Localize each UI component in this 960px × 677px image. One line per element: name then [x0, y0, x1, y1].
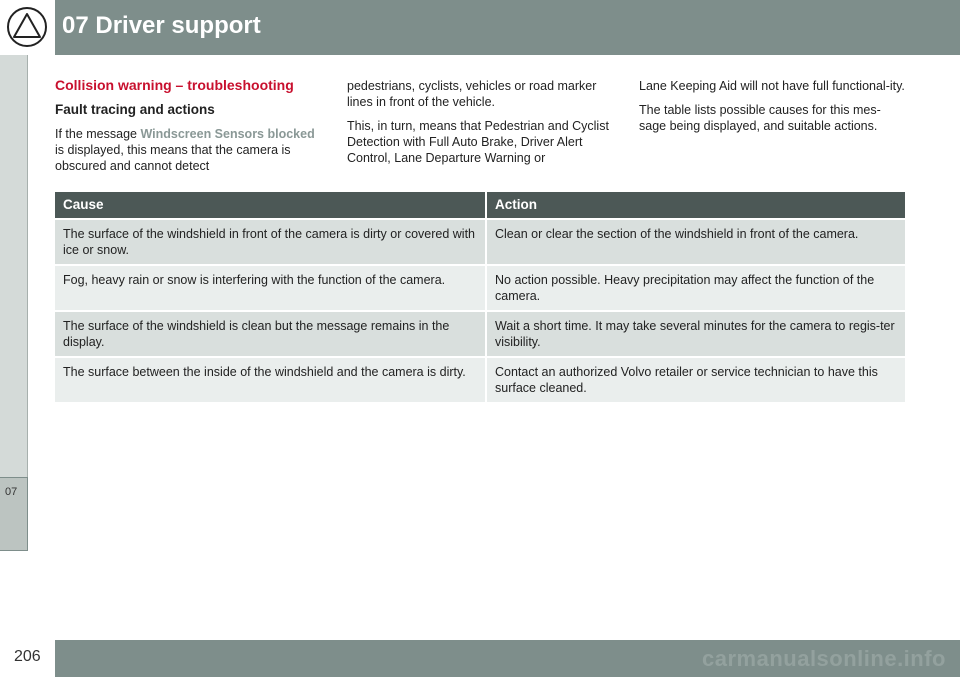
action-cell: Clean or clear the section of the windshield in front of the camera.: [486, 219, 905, 265]
header-cause: Cause: [55, 192, 486, 219]
text-column-3: [639, 78, 905, 142]
page-number: 206: [14, 648, 41, 665]
text-column-1: [55, 76, 317, 182]
header-action: Action: [486, 192, 905, 219]
paragraph: Lane Keeping Aid will not have full functional-ity.: [639, 79, 905, 93]
sub-title: Fault tracing and actions: [55, 102, 215, 117]
paragraph: pedestrians, cyclists, vehicles or road marker lines in front of the vehicle.: [347, 79, 597, 109]
header-icon-box: [0, 0, 55, 55]
chapter-header: [0, 0, 960, 55]
troubleshooting-table: [55, 192, 905, 402]
side-strip: [0, 55, 28, 550]
cause-cell: The surface of the windshield in front of the camera is dirty or covered with ice or snow.: [55, 219, 486, 265]
action-cell: No action possible. Heavy precipitation may affect the function of the camera.: [486, 265, 905, 311]
display-message: Windscreen Sensors blocked: [140, 127, 315, 141]
table-row: [55, 357, 905, 402]
section-title: Collision warning – troubleshooting: [55, 77, 294, 93]
cause-cell: The surface of the windshield is clean but the message remains in the display.: [55, 311, 486, 357]
cause-cell: Fog, heavy rain or snow is interfering with the function of the camera.: [55, 265, 486, 311]
table-row: [55, 219, 905, 265]
text-column-2: [347, 78, 609, 174]
page-footer: [0, 640, 960, 677]
action-cell: Contact an authorized Volvo retailer or service technician to have this surface cleaned.: [486, 357, 905, 402]
cause-cell: The surface between the inside of the windshield and the camera is dirty.: [55, 357, 486, 402]
chapter-title: 07 Driver support: [62, 12, 261, 39]
watermark: carmanualsonline.info: [702, 646, 946, 671]
table-header-row: [55, 192, 905, 219]
table-row: [55, 265, 905, 311]
intro-paragraph: If the message Windscreen Sensors blocked is displayed, this means that the camera is obscured and cannot detect: [55, 127, 315, 173]
warning-triangle-icon: [6, 6, 48, 48]
action-cell: Wait a short time. It may take several minutes for the camera to regis-ter visibility.: [486, 311, 905, 357]
paragraph: The table lists possible causes for this mes-sage being displayed, and suitable actions.: [639, 103, 881, 133]
page-number-box: [0, 640, 55, 677]
table-row: [55, 311, 905, 357]
chapter-tab[interactable]: [0, 477, 28, 551]
chapter-tab-label: 07: [5, 486, 18, 498]
paragraph: This, in turn, means that Pedestrian and Cyclist Detection with Full Auto Brake, Driver Alert Control, Lane Departure Warning or: [347, 119, 609, 165]
